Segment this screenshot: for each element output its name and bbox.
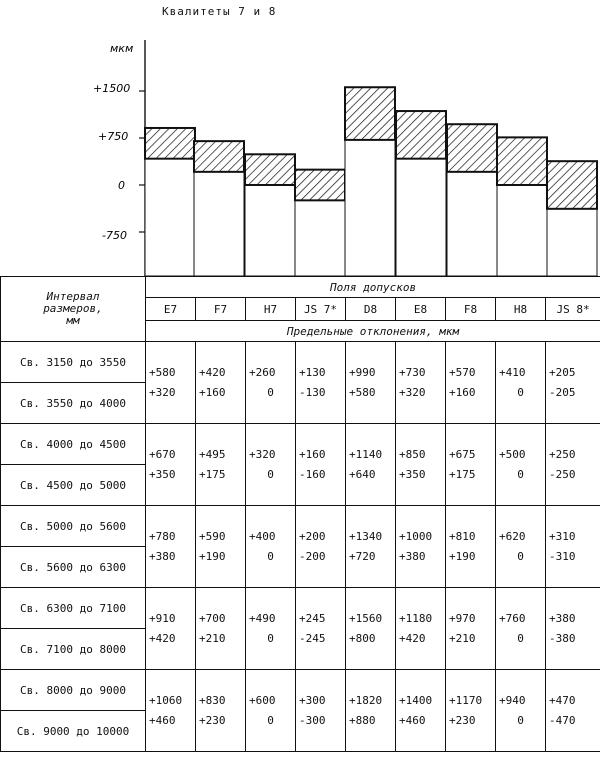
deviation-cell — [296, 506, 346, 588]
lower-deviation: -205 — [549, 385, 576, 399]
deviation-cell — [146, 670, 196, 752]
size-interval-label: Св. 5600 до 6300 — [1, 547, 146, 588]
deviation-cell — [446, 670, 496, 752]
size-interval-label: Св. 6300 до 7100 — [1, 588, 146, 629]
lower-deviation: -200 — [299, 549, 326, 563]
deviation-cell — [496, 670, 546, 752]
lower-deviation: +420 — [149, 631, 176, 645]
upper-deviation: +470 — [549, 693, 576, 707]
interval-header-line: размеров, — [43, 302, 103, 315]
upper-deviation: +670 — [149, 447, 176, 461]
upper-deviation: +590 — [199, 529, 226, 543]
deviation-cell — [346, 588, 396, 670]
deviation-cell — [546, 588, 600, 670]
upper-deviation: +1180 — [399, 611, 433, 625]
deviation-cell — [496, 342, 546, 424]
upper-deviation: +495 — [199, 447, 226, 461]
interval-header-line: мм — [66, 314, 80, 327]
upper-deviation: +250 — [549, 447, 576, 461]
column-header: JS 8* — [546, 298, 600, 321]
column-header: F8 — [446, 298, 496, 321]
upper-deviation: +420 — [199, 365, 226, 379]
lower-deviation: 0 — [267, 631, 274, 645]
upper-deviation: +410 — [499, 365, 526, 379]
deviation-cell — [246, 588, 296, 670]
deviation-cell — [546, 342, 600, 424]
column-header: H7 — [246, 298, 296, 321]
deviation-cell — [346, 506, 396, 588]
deviation-cell — [396, 670, 446, 752]
lower-deviation: +800 — [349, 631, 376, 645]
upper-deviation: +260 — [249, 365, 276, 379]
lower-deviation: +380 — [399, 549, 426, 563]
interval-header — [1, 277, 146, 342]
upper-deviation: +830 — [199, 693, 226, 707]
deviation-cell — [196, 588, 246, 670]
lower-deviation: -470 — [549, 713, 576, 727]
deviation-cell — [296, 424, 346, 506]
size-interval-label: Св. 3550 до 4000 — [1, 383, 146, 424]
lower-deviation: +880 — [349, 713, 376, 727]
deviation-cell — [246, 670, 296, 752]
tolerance-band — [245, 154, 295, 185]
upper-deviation: +1140 — [349, 447, 383, 461]
upper-deviation: +1060 — [149, 693, 183, 707]
unit-label: мкм — [110, 42, 134, 55]
deviation-cell — [196, 424, 246, 506]
deviation-cell — [296, 342, 346, 424]
deviation-cell — [246, 342, 296, 424]
upper-deviation: +780 — [149, 529, 176, 543]
deviation-cell — [146, 342, 196, 424]
lower-deviation: +175 — [449, 467, 476, 481]
upper-deviation: +940 — [499, 693, 526, 707]
deviation-cell — [446, 424, 496, 506]
size-interval-label: Св. 8000 до 9000 — [1, 670, 146, 711]
size-interval-label: Св. 9000 до 10000 — [1, 711, 146, 752]
upper-deviation: +1170 — [449, 693, 483, 707]
column-header: H8 — [496, 298, 546, 321]
deviation-cell — [146, 424, 196, 506]
lower-deviation: 0 — [267, 549, 274, 563]
lower-deviation: 0 — [267, 385, 274, 399]
lower-deviation: 0 — [517, 385, 524, 399]
deviation-cell — [196, 506, 246, 588]
column-header: JS 7* — [296, 298, 346, 321]
deviation-cell — [146, 588, 196, 670]
lower-deviation: 0 — [517, 467, 524, 481]
tolerance-band — [547, 161, 597, 209]
size-interval-label: Св. 7100 до 8000 — [1, 629, 146, 670]
upper-deviation: +990 — [349, 365, 376, 379]
upper-deviation: +600 — [249, 693, 276, 707]
deviation-cell — [296, 588, 346, 670]
deviation-cell — [546, 506, 600, 588]
lower-deviation: 0 — [517, 713, 524, 727]
y-tick-label: +750 — [98, 130, 129, 143]
lower-deviation: 0 — [517, 631, 524, 645]
lower-deviation: -300 — [299, 713, 326, 727]
interval-header-line: Интервал — [46, 290, 100, 303]
deviation-cell — [296, 670, 346, 752]
deviation-cell — [396, 588, 446, 670]
y-tick-label: 0 — [118, 179, 125, 192]
upper-deviation: +620 — [499, 529, 526, 543]
lower-deviation: +640 — [349, 467, 376, 481]
deviation-cell — [396, 506, 446, 588]
lower-deviation: 0 — [517, 549, 524, 563]
upper-deviation: +675 — [449, 447, 476, 461]
fields-header: Поля допусков — [146, 277, 600, 298]
deviation-cell — [496, 424, 546, 506]
lower-deviation: +380 — [149, 549, 176, 563]
deviation-cell — [396, 342, 446, 424]
column-header: F7 — [196, 298, 246, 321]
upper-deviation: +160 — [299, 447, 326, 461]
upper-deviation: +570 — [449, 365, 476, 379]
upper-deviation: +200 — [299, 529, 326, 543]
lower-deviation: +230 — [199, 713, 226, 727]
deviation-cell — [446, 588, 496, 670]
lower-deviation: +210 — [199, 631, 226, 645]
upper-deviation: +400 — [249, 529, 276, 543]
upper-deviation: +730 — [399, 365, 426, 379]
upper-deviation: +1820 — [349, 693, 383, 707]
upper-deviation: +970 — [449, 611, 476, 625]
size-interval-label: Св. 3150 до 3550 — [1, 342, 146, 383]
tolerance-band — [194, 141, 244, 172]
tolerance-band — [447, 124, 497, 172]
lower-deviation: +580 — [349, 385, 376, 399]
lower-deviation: +460 — [149, 713, 176, 727]
lower-deviation: +420 — [399, 631, 426, 645]
column-header: D8 — [346, 298, 396, 321]
deviation-cell — [246, 424, 296, 506]
upper-deviation: +320 — [249, 447, 276, 461]
lower-deviation: +720 — [349, 549, 376, 563]
deviation-cell — [246, 506, 296, 588]
deviation-cell — [446, 342, 496, 424]
lower-deviation: +190 — [449, 549, 476, 563]
lower-deviation: -245 — [299, 631, 326, 645]
lower-deviation: +460 — [399, 713, 426, 727]
deviation-cell — [546, 424, 600, 506]
lower-deviation: +320 — [399, 385, 426, 399]
upper-deviation: +910 — [149, 611, 176, 625]
tolerance-table — [0, 276, 600, 752]
lower-deviation: +175 — [199, 467, 226, 481]
column-header: E7 — [146, 298, 196, 321]
tolerance-band — [295, 170, 345, 201]
lower-deviation: 0 — [267, 467, 274, 481]
tolerance-band — [396, 111, 446, 159]
upper-deviation: +810 — [449, 529, 476, 543]
upper-deviation: +490 — [249, 611, 276, 625]
lower-deviation: +210 — [449, 631, 476, 645]
lower-deviation: -380 — [549, 631, 576, 645]
upper-deviation: +760 — [499, 611, 526, 625]
deviation-cell — [546, 670, 600, 752]
lower-deviation: -160 — [299, 467, 326, 481]
deviations-header: Предельные отклонения, мкм — [146, 321, 600, 342]
upper-deviation: +310 — [549, 529, 576, 543]
lower-deviation: +350 — [399, 467, 426, 481]
tolerance-chart — [0, 0, 600, 280]
lower-deviation: +190 — [199, 549, 226, 563]
upper-deviation: +130 — [299, 365, 326, 379]
upper-deviation: +700 — [199, 611, 226, 625]
upper-deviation: +205 — [549, 365, 576, 379]
lower-deviation: -250 — [549, 467, 576, 481]
upper-deviation: +500 — [499, 447, 526, 461]
lower-deviation: +320 — [149, 385, 176, 399]
column-header: E8 — [396, 298, 446, 321]
lower-deviation: -310 — [549, 549, 576, 563]
deviation-cell — [496, 588, 546, 670]
upper-deviation: +1400 — [399, 693, 433, 707]
page-title: Квалитеты 7 и 8 — [162, 5, 277, 18]
size-interval-label: Св. 4500 до 5000 — [1, 465, 146, 506]
size-interval-label: Св. 5000 до 5600 — [1, 506, 146, 547]
y-tick-label: +1500 — [93, 82, 131, 95]
deviation-cell — [496, 506, 546, 588]
bar-series — [145, 87, 597, 276]
lower-deviation: -130 — [299, 385, 326, 399]
deviation-cell — [196, 342, 246, 424]
lower-deviation: +350 — [149, 467, 176, 481]
upper-deviation: +850 — [399, 447, 426, 461]
tolerance-band — [345, 87, 395, 140]
lower-deviation: +160 — [449, 385, 476, 399]
deviation-cell — [146, 506, 196, 588]
size-interval-label: Св. 4000 до 4500 — [1, 424, 146, 465]
upper-deviation: +580 — [149, 365, 176, 379]
upper-deviation: +300 — [299, 693, 326, 707]
upper-deviation: +1340 — [349, 529, 383, 543]
deviation-cell — [346, 342, 396, 424]
deviation-cell — [396, 424, 446, 506]
upper-deviation: +245 — [299, 611, 326, 625]
tolerance-band — [497, 137, 547, 185]
y-tick-label: -750 — [102, 229, 127, 242]
deviation-cell — [346, 424, 396, 506]
deviation-cell — [196, 670, 246, 752]
tolerance-band — [145, 128, 195, 159]
lower-deviation: +160 — [199, 385, 226, 399]
upper-deviation: +1000 — [399, 529, 433, 543]
upper-deviation: +1560 — [349, 611, 383, 625]
lower-deviation: 0 — [267, 713, 274, 727]
lower-deviation: +230 — [449, 713, 476, 727]
upper-deviation: +380 — [549, 611, 576, 625]
deviation-cell — [346, 670, 396, 752]
deviation-cell — [446, 506, 496, 588]
